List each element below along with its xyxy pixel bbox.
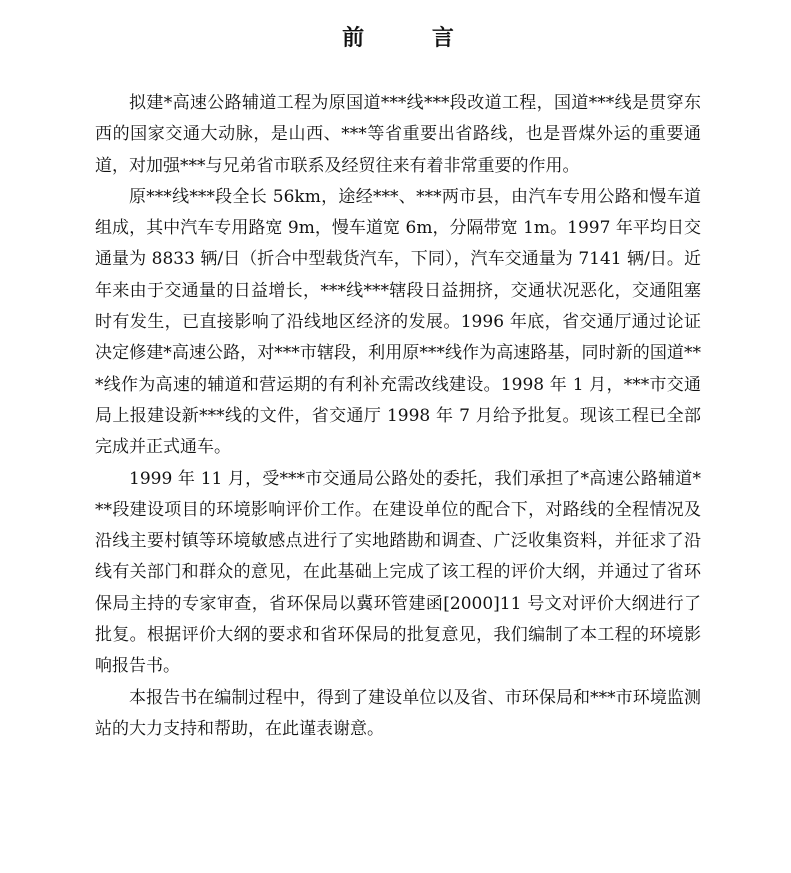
document-title: 前 言 (342, 25, 484, 51)
document-body (95, 88, 701, 745)
paragraph-4: 本报告书在编制过程中，得到了建设单位以及省、市环保局和***市环境监测站的大力支持和帮助，在此谨表谢意。 (95, 687, 701, 739)
paragraph-3: 1999 年 11 月，受***市交通局公路处的委托，我们承担了*高速公路辅道***段建设项目的环境影响评价工作。在建设单位的配合下，对路线的全程情况及沿线主要村镇等环境敏感点进行了实地踏勘和调查、广泛收集资料，并征求了沿线有关部门和群众的意见，在此基础上完成了该工程的评价大纲，并通过了省环保局主持的专家审查，省环保局以冀环管建函[2000]11 号文对评价大纲进行了批复。根据评价大纲的要求和省环保局的批复意见，我们编制了本工程的环境影响报告书。 (95, 468, 701, 677)
paragraph-1: 拟建*高速公路辅道工程为原国道***线***段改道工程，国道***线是贯穿东西的国家交通大动脉，是山西、***等省重要出省路线，也是晋煤外运的重要通道，对加强***与兄弟省市联系及经贸往来有着非常重要的作用。 (95, 93, 701, 176)
paragraph-2: 原***线***段全长 56km，途经***、***两市县，由汽车专用公路和慢车道组成，其中汽车专用路宽 9m，慢车道宽 6m，分隔带宽 1m。1997 年平均日交通量为 8833 辆/日（折合中型载货汽车，下同），汽车交通量为 7141 辆/日。近年来由于交通量的日益增长，***线***辖段日益拥挤，交通状况恶化，交通阻塞时有发生，已直接影响了沿线地区经济的发展。1996 年底，省交通厅通过论证决定修建*高速公路，对***市辖段，利用原***线作为高速路基，同时新的国道***线作为高速的辅道和营运期的有利补充需改线建设。1998 年 1 月，***市交通局上报建设新***线的文件，省交通厅 1998 年 7 月给予批复。现该工程已全部完成并正式通车。 (95, 186, 701, 458)
